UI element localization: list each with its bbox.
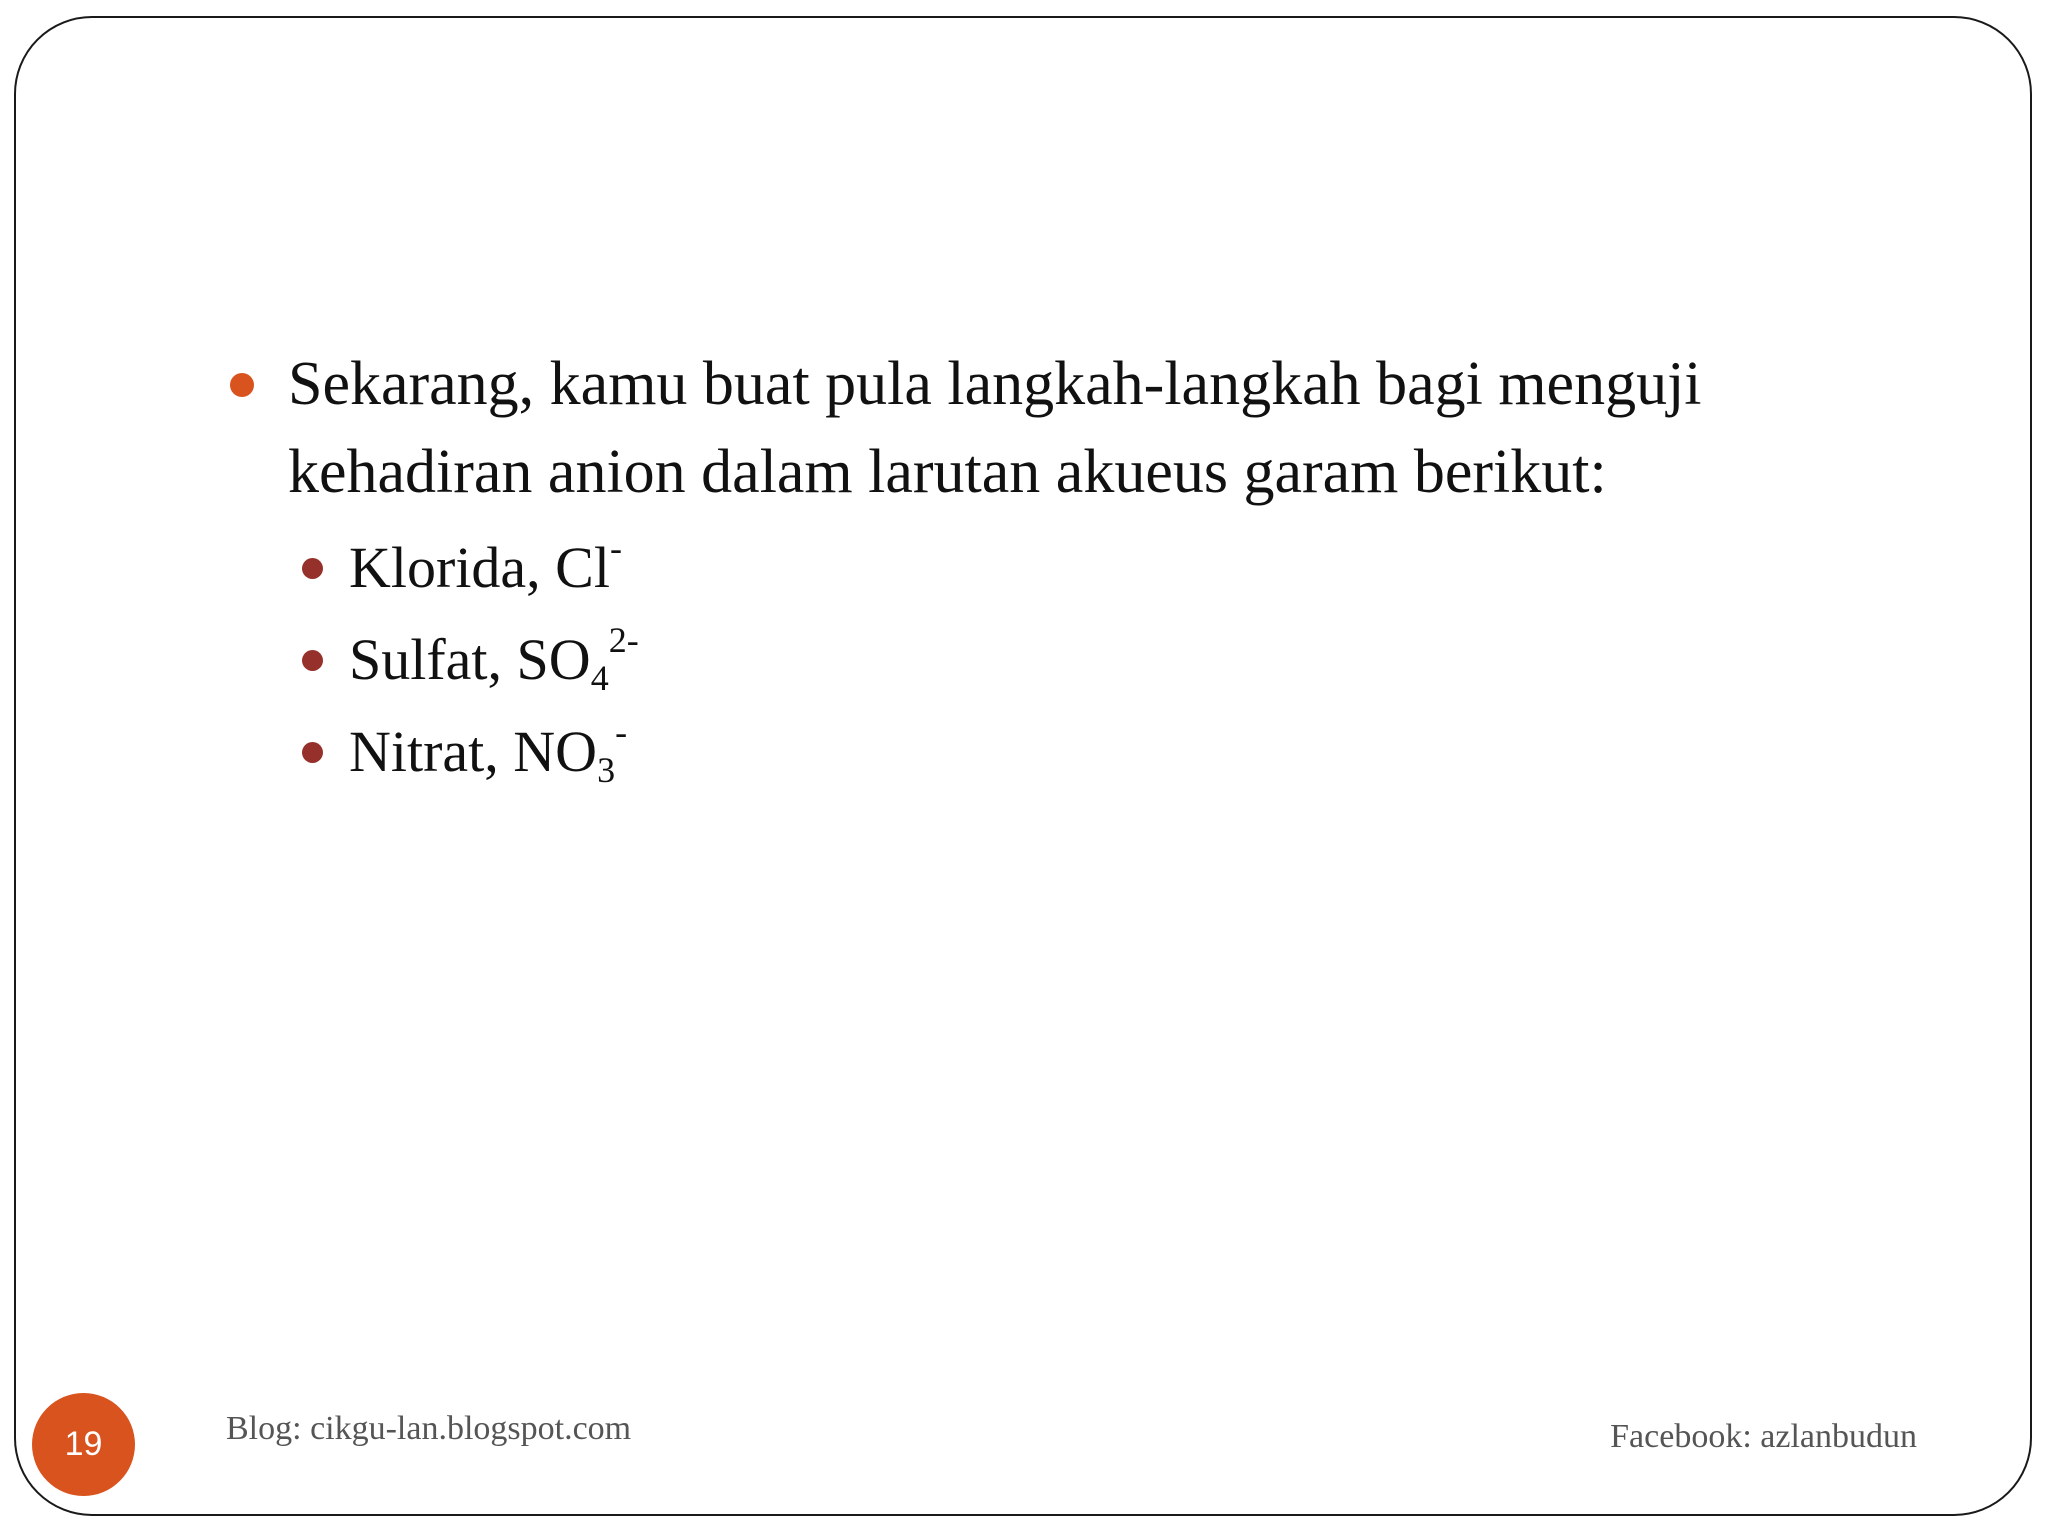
anion-label: Sulfat, SO	[349, 627, 591, 692]
anion-list	[230, 522, 1830, 798]
main-bullet-text: Sekarang, kamu buat pula langkah-langkah bagi menguji kehadiran anion dalam larutan akueus garam berikut:	[288, 350, 1702, 506]
bullet-dot-icon	[302, 742, 323, 763]
page-number: 19	[64, 1425, 103, 1463]
list-item-sulfat	[302, 614, 1830, 706]
bullet-dot-icon	[302, 558, 323, 579]
anion-charge: 2-	[608, 620, 639, 660]
anion-charge: -	[609, 528, 622, 568]
page-number-badge	[32, 1393, 135, 1496]
anion-charge: -	[615, 712, 628, 752]
anion-label: Klorida, Cl	[349, 535, 610, 600]
slide-content	[230, 340, 1830, 798]
bullet-dot-icon	[230, 373, 254, 397]
footer-blog: Blog: cikgu-lan.blogspot.com	[226, 1410, 632, 1447]
anion-subscript: 3	[597, 749, 616, 790]
list-item-nitrat	[302, 706, 1830, 798]
anion-subscript: 4	[590, 657, 609, 698]
list-item-klorida	[302, 522, 1830, 614]
bullet-dot-icon	[302, 650, 323, 671]
footer-facebook: Facebook: azlanbudun	[1610, 1418, 1917, 1455]
anion-label: Nitrat, NO	[349, 719, 598, 784]
main-bullet	[230, 340, 1830, 516]
